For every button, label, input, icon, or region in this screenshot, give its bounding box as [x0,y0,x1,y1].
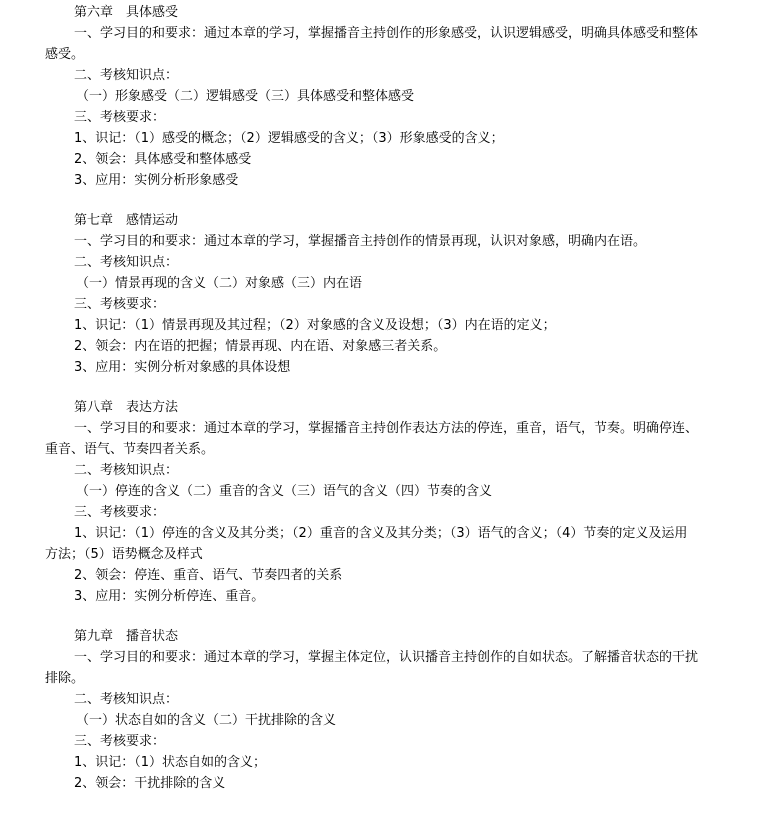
requirement-memorize-continued: 方法；（5）语势概念及样式 [45,547,203,562]
requirement-apply: 3、应用：实例分析对象感的具体设想 [74,360,291,375]
chapter-goal-continued: 感受。 [45,47,85,62]
chapter-title: 第九章 播音状态 [74,629,179,644]
knowledge-points: （一）状态自如的含义（二）干扰排除的含义 [76,713,337,728]
requirements-heading: 三、考核要求： [74,110,166,125]
knowledge-heading: 二、考核知识点： [74,255,179,270]
requirement-memorize: 1、识记：（1）状态自如的含义； [74,755,267,770]
requirements-heading: 三、考核要求： [74,297,166,312]
requirement-understand: 2、领会：干扰排除的含义 [74,776,226,791]
chapter-title: 第七章 感情运动 [74,213,179,228]
requirements-heading: 三、考核要求： [74,734,166,749]
chapter-goal-continued: 排除。 [45,671,85,686]
chapter-goal: 一、学习目的和要求：通过本章的学习，掌握播音主持创作的形象感受，认识逻辑感受，明确具体感受和整体 [74,26,699,41]
requirement-apply: 3、应用：实例分析停连、重音。 [74,589,265,604]
requirement-memorize: 1、识记：（1）停连的含义及其分类；（2）重音的含义及其分类；（3）语气的含义；（4）节奏的定义及运用 [74,526,688,541]
knowledge-points: （一）形象感受（二）逻辑感受（三）具体感受和整体感受 [76,89,415,104]
requirement-understand: 2、领会：停连、重音、语气、节奏四者的关系 [74,568,343,583]
knowledge-heading: 二、考核知识点： [74,463,179,478]
requirement-understand: 2、领会：具体感受和整体感受 [74,152,252,167]
requirement-apply: 3、应用：实例分析形象感受 [74,173,239,188]
chapter-title: 第六章 具体感受 [74,5,179,20]
chapter-goal: 一、学习目的和要求：通过本章的学习，掌握主体定位，认识播音主持创作的自如状态。了解播音状态的干扰 [74,650,699,665]
requirement-memorize: 1、识记：（1）情景再现及其过程；（2）对象感的含义及设想；（3）内在语的定义； [74,318,556,333]
knowledge-heading: 二、考核知识点： [74,68,179,83]
knowledge-points: （一）情景再现的含义（二）对象感（三）内在语 [76,276,363,291]
chapter-goal: 一、学习目的和要求：通过本章的学习，掌握播音主持创作表达方法的停连，重音，语气，节奏。明确停连、 [74,421,699,436]
knowledge-points: （一）停连的含义（二）重音的含义（三）语气的含义（四）节奏的含义 [76,484,493,499]
chapter-goal: 一、学习目的和要求：通过本章的学习，掌握播音主持创作的情景再现，认识对象感，明确内在语。 [74,234,647,249]
chapter-title: 第八章 表达方法 [74,400,179,415]
chapter-goal-continued: 重音、语气、节奏四者关系。 [45,442,215,457]
requirements-heading: 三、考核要求： [74,505,166,520]
requirement-understand: 2、领会：内在语的把握；情景再现、内在语、对象感三者关系。 [74,339,447,354]
requirement-memorize: 1、识记：（1）感受的概念；（2）逻辑感受的含义；（3）形象感受的含义； [74,131,504,146]
knowledge-heading: 二、考核知识点： [74,692,179,707]
